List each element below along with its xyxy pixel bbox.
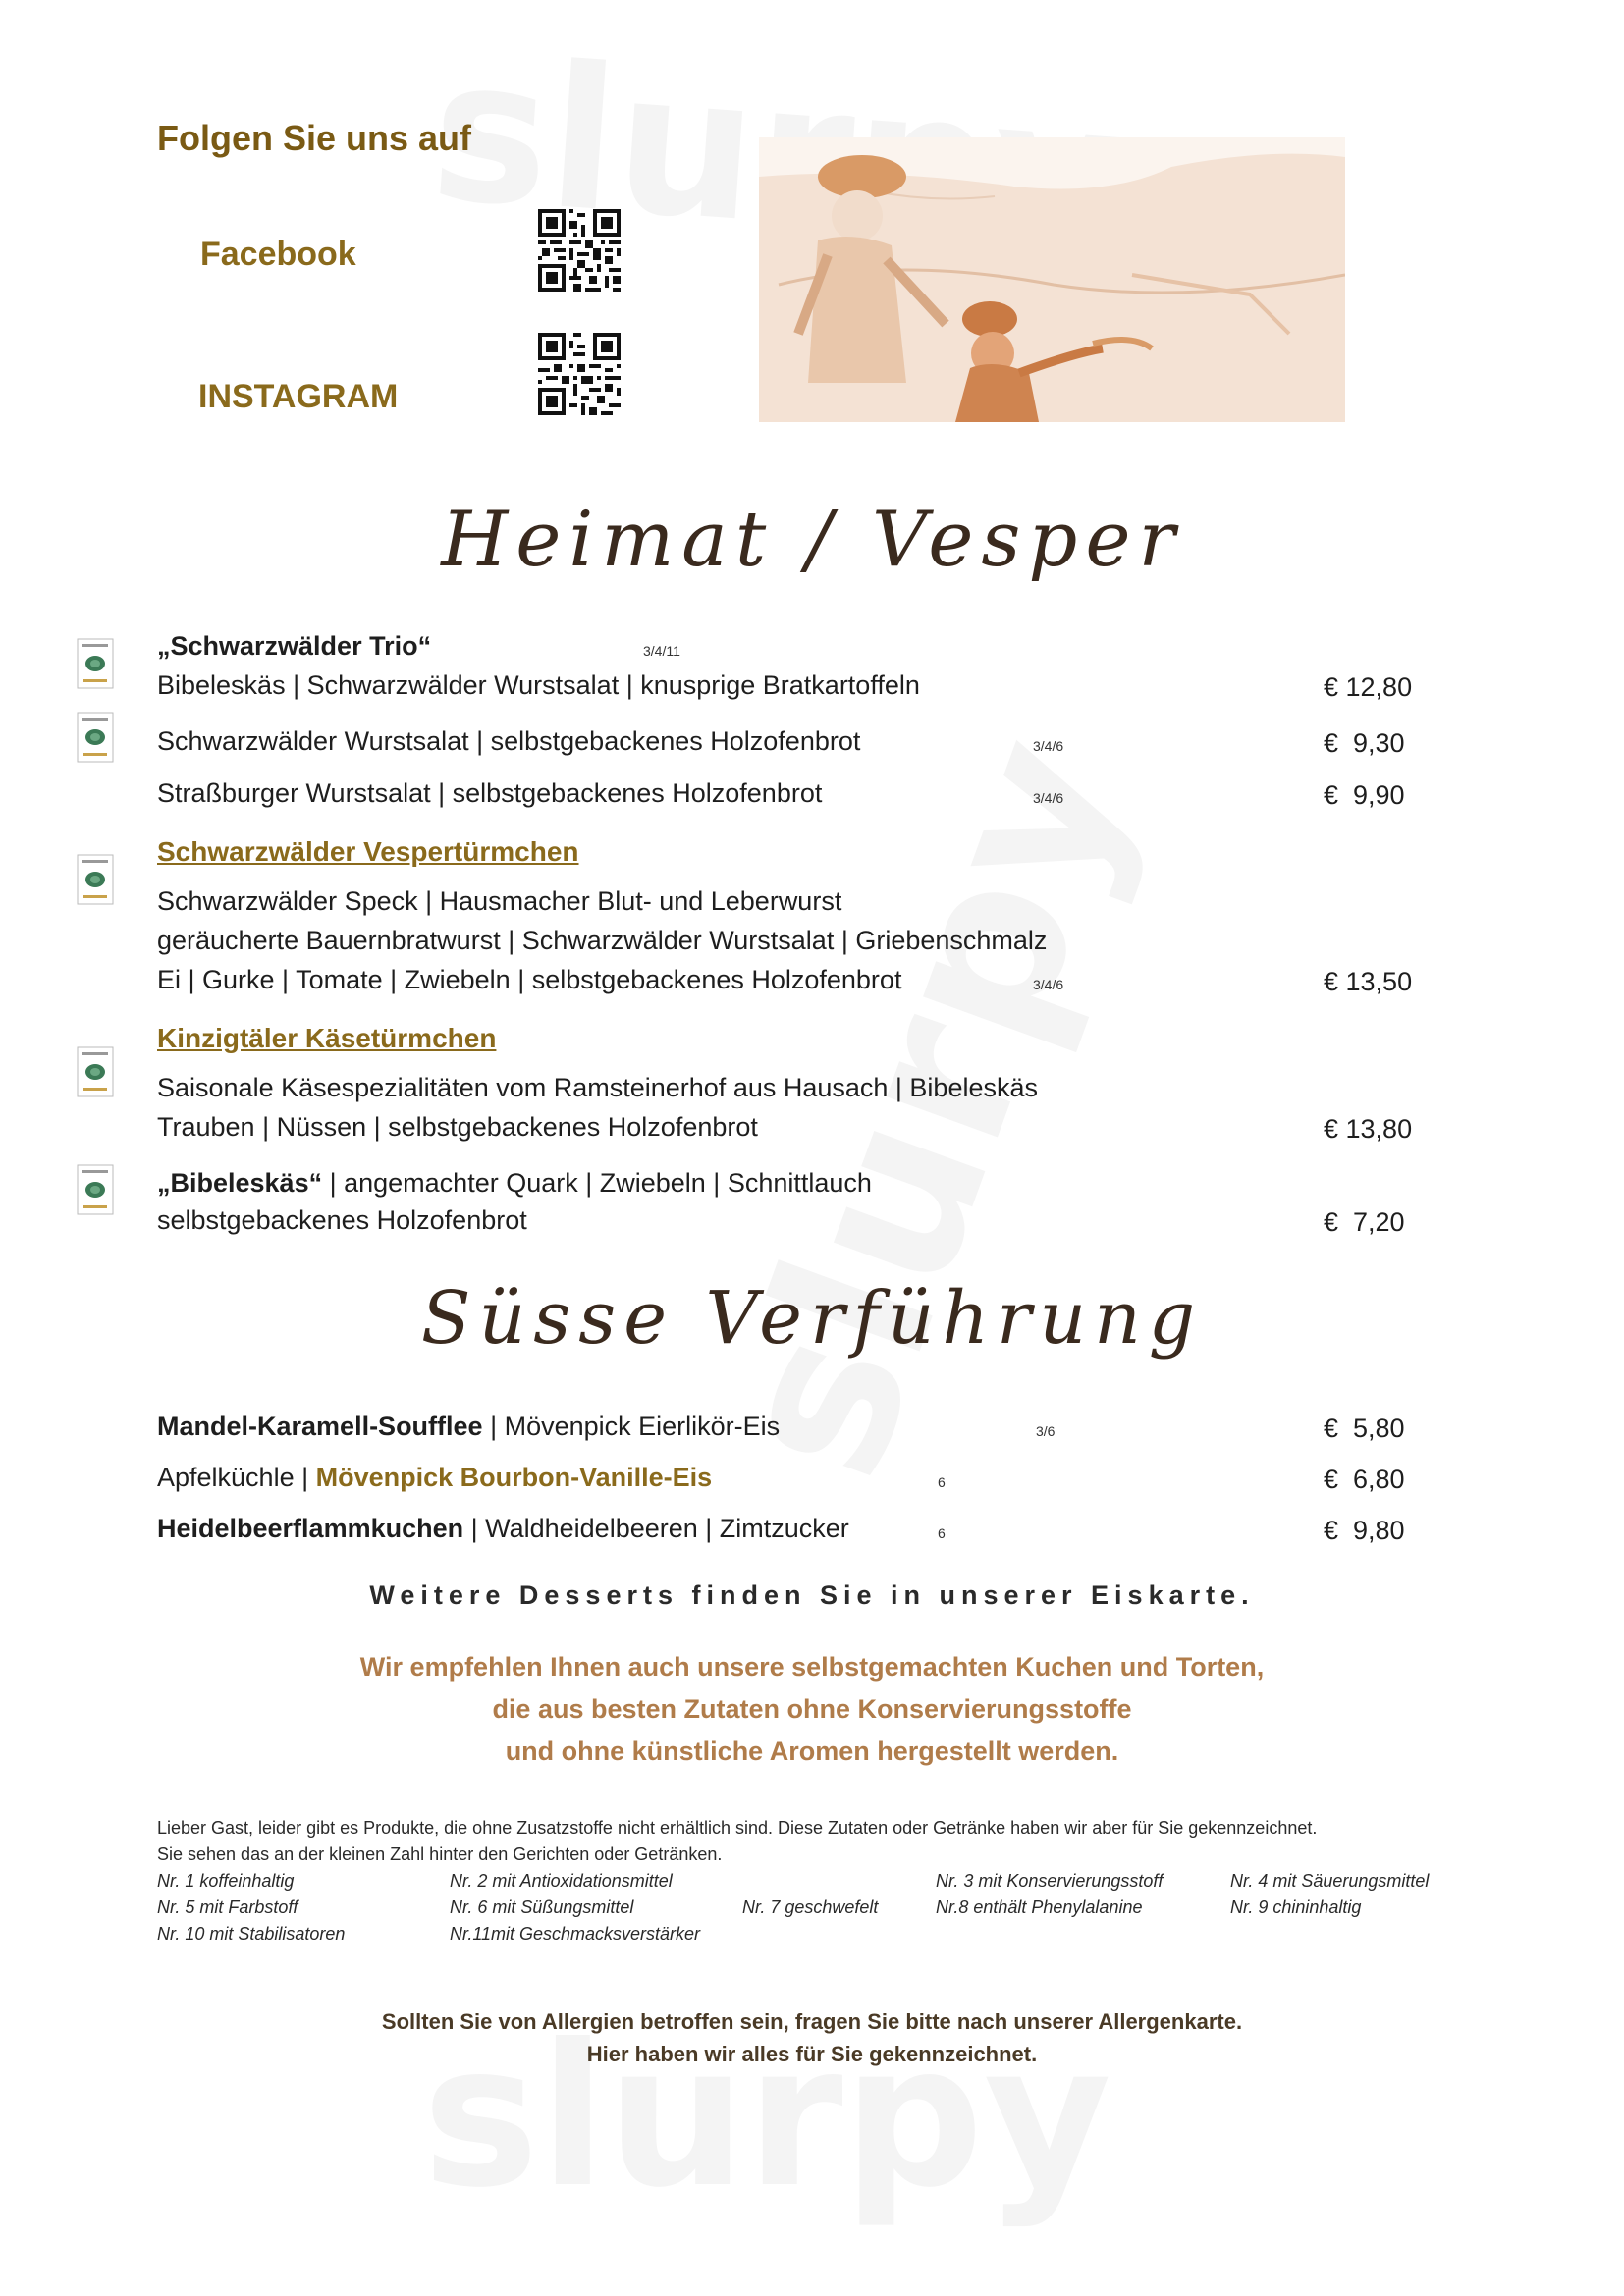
dish-description: selbstgebackenes Holzofenbrot [157, 1205, 527, 1235]
legend-item: Nr. 1 koffeinhaltig [157, 1871, 295, 1891]
dish-price: € 13,80 [1324, 1114, 1413, 1144]
suesse-verfuehrung-heading: Süsse Verführung [420, 1276, 1204, 1361]
legend-item: Nr. 7 geschwefelt [742, 1897, 879, 1917]
recommendation-line: und ohne künstliche Aromen hergestellt werden. [505, 1736, 1119, 1766]
dish-description-rest: | angemachter Quark | Zwiebeln | Schnittlauch [322, 1168, 872, 1198]
additives-note: 6 [938, 1474, 946, 1490]
illustration-image [759, 137, 1345, 422]
dish-description: geräucherte Bauernbratwurst | Schwarzwälder Wurstsalat | Griebenschmalz [157, 926, 1048, 955]
legend-item: Nr. 6 mit Süßungsmittel [450, 1897, 634, 1917]
additives-note: 3/4/6 [1033, 738, 1064, 754]
legend-item: Nr.8 enthält Phenylalanine [936, 1897, 1143, 1917]
kaeseturmchen-title: Kinzigtäler Käsetürmchen [157, 1023, 497, 1053]
recommendation-line: Wir empfehlen Ihnen auch unsere selbstgemachten Kuchen und Torten, [359, 1652, 1265, 1682]
additives-note: 3/4/6 [1033, 790, 1064, 806]
follow-label: Folgen Sie uns auf [157, 118, 472, 158]
dish-price: € 12,80 [1324, 672, 1413, 702]
dessert-title: Mandel-Karamell-Soufflee [157, 1412, 483, 1441]
certification-badge-icon [77, 1164, 114, 1215]
dish-price: € 7,20 [1324, 1207, 1405, 1237]
certification-badge-icon [77, 854, 114, 905]
dessert-description: | Waldheidelbeeren | Zimtzucker [463, 1514, 849, 1543]
instagram-qr-code[interactable] [538, 333, 621, 415]
dish-price: € 6,80 [1324, 1465, 1405, 1494]
dish-price: € 9,90 [1324, 780, 1405, 810]
dessert-item [157, 1516, 849, 1542]
dish-description: Trauben | Nüssen | selbstgebackenes Holzofenbrot [157, 1112, 758, 1142]
legend-item: Nr. 4 mit Säuerungsmittel [1230, 1871, 1430, 1891]
legend-item: Nr. 10 mit Stabilisatoren [157, 1924, 346, 1944]
dish-description [157, 1170, 872, 1197]
dessert-title: Heidelbeerflammkuchen [157, 1514, 464, 1543]
dish-price: € 13,50 [1324, 967, 1413, 996]
facebook-label[interactable]: Facebook [200, 236, 356, 273]
facebook-qr-code[interactable] [538, 209, 621, 292]
dessert-item [157, 1414, 780, 1440]
additives-note: 3/4/11 [643, 643, 680, 659]
allergy-line: Sollten Sie von Allergien betroffen sein, fragen Sie bitte nach unserer Allergenkarte. [381, 2009, 1243, 2034]
certification-badge-icon [77, 712, 114, 763]
legend-item: Nr. 2 mit Antioxidationsmittel [450, 1871, 673, 1891]
recommendation-line: die aus besten Zutaten ohne Konservierungsstoffe [492, 1694, 1132, 1724]
dish-description: Saisonale Käsespezialitäten vom Ramsteinerhof aus Hausach | Bibeleskäs [157, 1073, 1038, 1102]
instagram-label[interactable]: INSTAGRAM [198, 378, 399, 415]
certification-badge-icon [77, 1046, 114, 1097]
legend-item: Nr. 3 mit Konservierungsstoff [936, 1871, 1164, 1891]
dish-description: Schwarzwälder Speck | Hausmacher Blut- und Leberwurst [157, 886, 842, 916]
additives-note: 3/6 [1036, 1423, 1056, 1439]
additives-note: 6 [938, 1525, 946, 1541]
allergy-line: Hier haben wir alles für Sie gekennzeichnet. [586, 2042, 1038, 2066]
dish-description: Bibeleskäs | Schwarzwälder Wurstsalat | knusprige Bratkartoffeln [157, 670, 920, 700]
more-desserts-note: Weitere Desserts finden Sie in unserer Eiskarte. [369, 1580, 1255, 1610]
dish-price: € 5,80 [1324, 1414, 1405, 1443]
certification-badge-icon [77, 638, 114, 689]
additive-notice: Lieber Gast, leider gibt es Produkte, die ohne Zusatzstoffe nicht erhältlich sind. Diese Zutaten oder Getränke haben wir aber für Sie gekennzeichnet. [157, 1818, 1318, 1838]
heimat-vesper-heading: Heimat / Vesper [441, 496, 1183, 584]
legend-item: Nr. 5 mit Farbstoff [157, 1897, 298, 1917]
dessert-item [157, 1465, 712, 1491]
dish-description: Schwarzwälder Wurstsalat | selbstgebackenes Holzofenbrot [157, 726, 861, 756]
allergy-notice [0, 2005, 1624, 2070]
dessert-description: Mövenpick Bourbon-Vanille-Eis [315, 1463, 713, 1492]
additives-note: 3/4/6 [1033, 977, 1064, 992]
vesperturmchen-title: Schwarzwälder Vespertürmchen [157, 836, 579, 867]
dessert-description: | Mövenpick Eierlikör-Eis [482, 1412, 781, 1441]
dessert-title: Apfelküchle | [157, 1463, 316, 1492]
legend-item: Nr. 9 chininhaltig [1230, 1897, 1362, 1917]
legend-item: Nr.11mit Geschmacksverstärker [450, 1924, 701, 1944]
cake-recommendation [0, 1646, 1624, 1773]
dish-price: € 9,80 [1324, 1516, 1405, 1545]
dish-title: „Schwarzwälder Trio“ [157, 631, 432, 661]
dish-description: Ei | Gurke | Tomate | Zwiebeln | selbstgebackenes Holzofenbrot [157, 965, 902, 994]
additive-notice: Sie sehen das an der kleinen Zahl hinter den Gerichten oder Getränken. [157, 1844, 723, 1864]
dish-price: € 9,30 [1324, 728, 1405, 758]
dish-description: Straßburger Wurstsalat | selbstgebackenes Holzofenbrot [157, 778, 823, 808]
dish-title: „Bibeleskäs“ [157, 1168, 323, 1198]
watermark-middle [681, 708, 1177, 1506]
